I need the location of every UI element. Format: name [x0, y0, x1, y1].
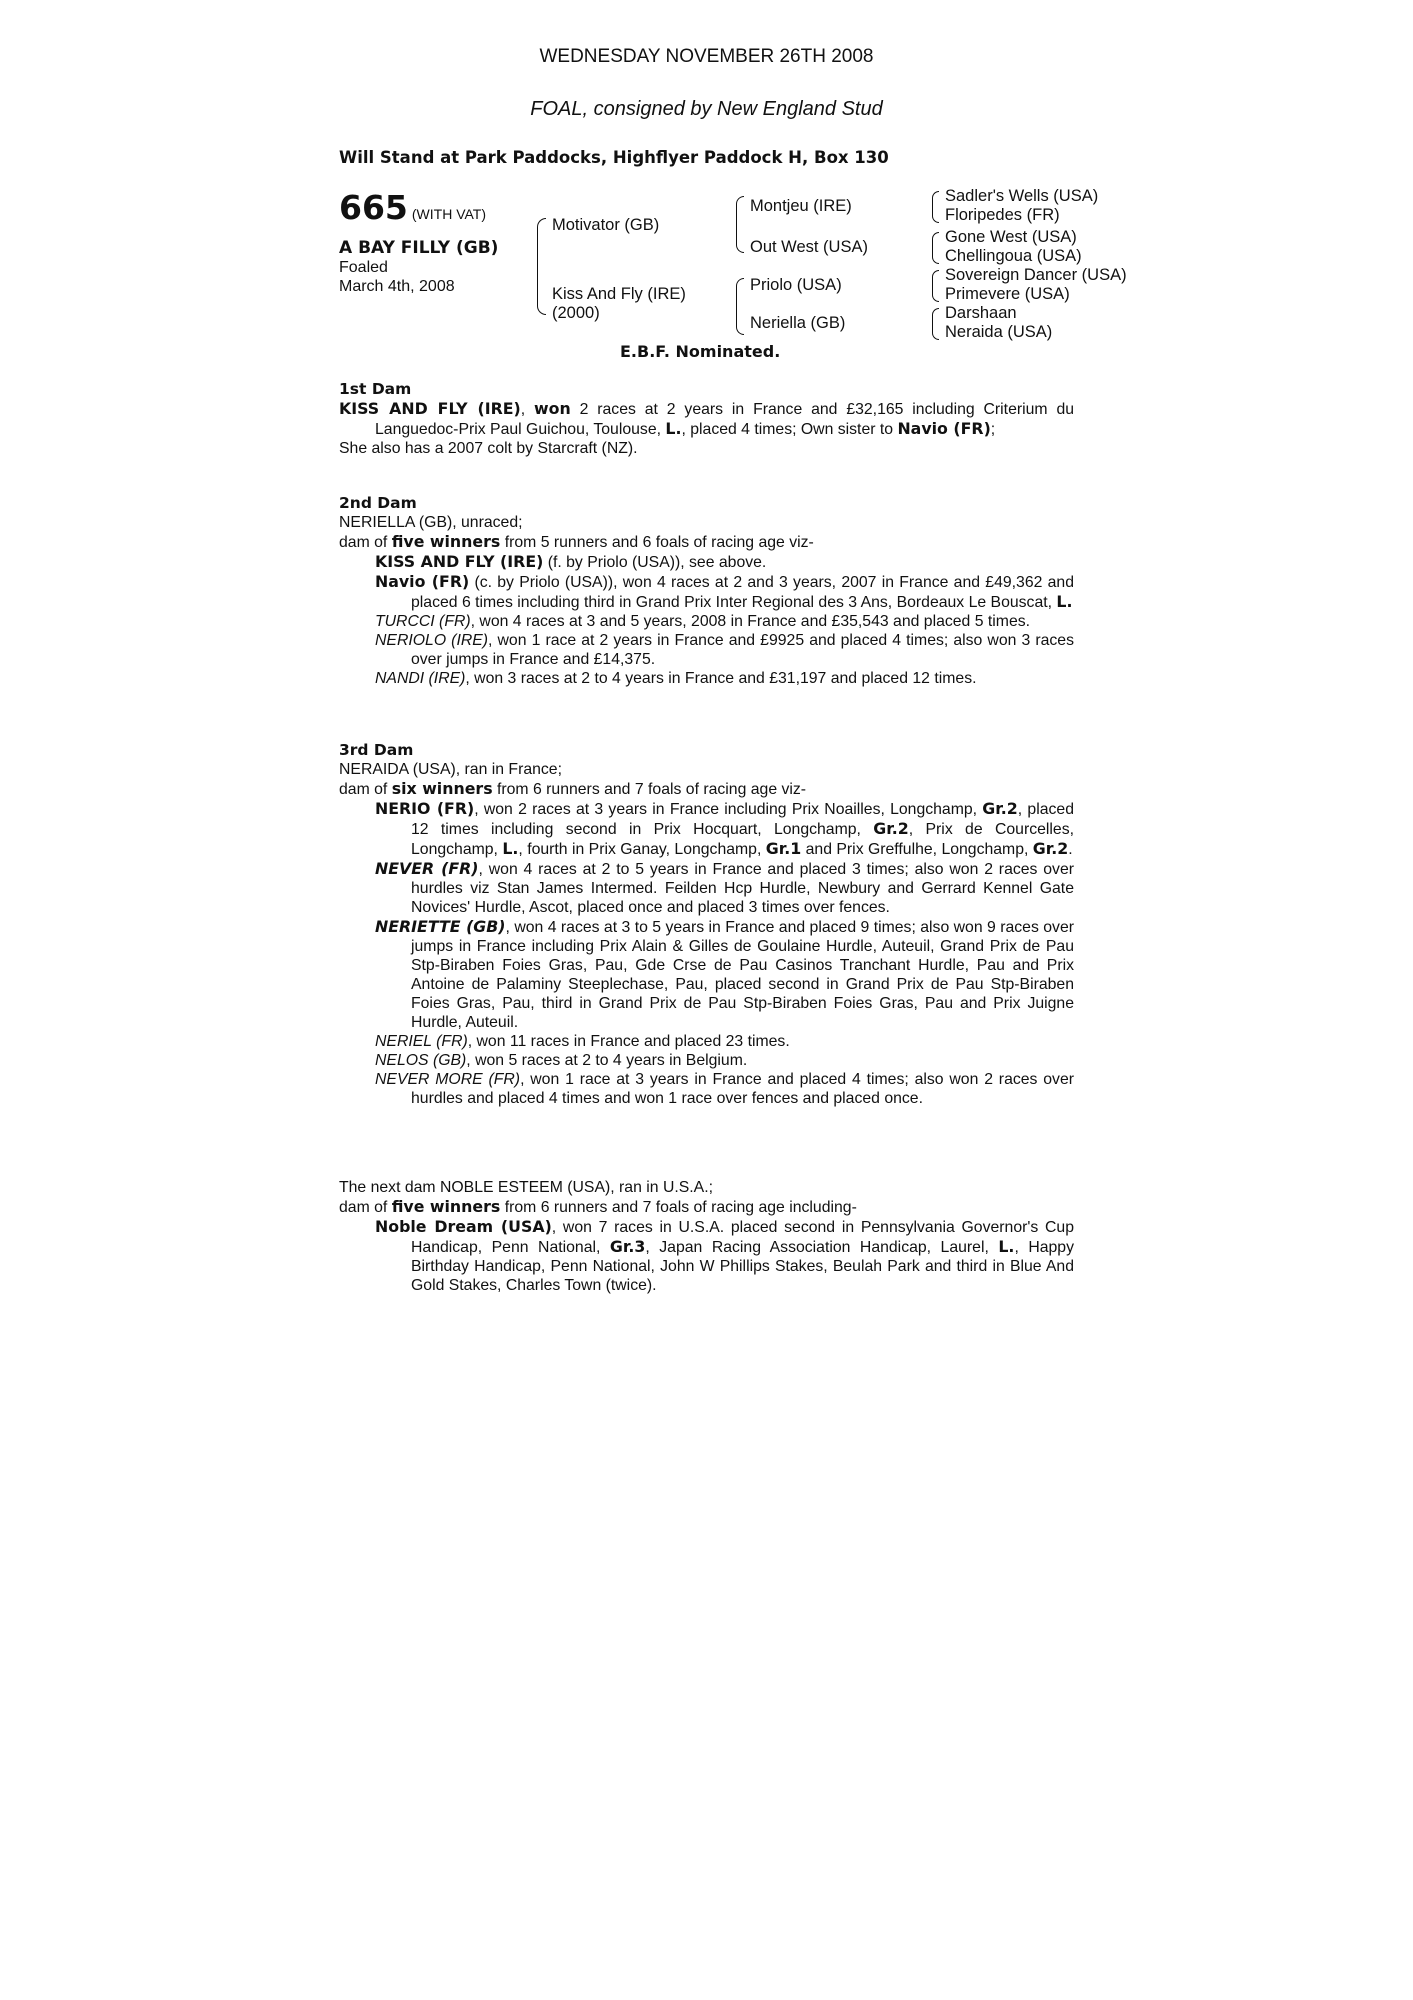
first-dam-text: ;	[990, 421, 996, 438]
first-dam-text: 2 races at 2 years in France and £32,165 including Criterium du Languedoc-Prix Paul Guichou, Toulouse,	[375, 401, 1075, 438]
progeny-entry	[375, 859, 1074, 917]
group-badge: Gr.2	[1032, 839, 1069, 858]
progeny-text: , won 4 races at 3 and 5 years, 2008 in France and £35,543 and placed 5 times.	[470, 613, 1031, 630]
first-dam-paragraph: KISS AND FLY (IRE), won 2 races at 2 years in France and £32,165 including Criterium du Languedoc-Prix Paul Guichou, Toulouse, L., placed 4 times; Own sister to Navio (FR);	[339, 399, 1075, 438]
progeny-name: NERIOLO (IRE)	[375, 632, 489, 649]
pedigree-brace	[537, 218, 546, 315]
dam-of-text: from 5 runners and 6 foals of racing age viz-	[500, 534, 814, 551]
pedigree-dam-name: Kiss And Fly (IRE)	[552, 285, 686, 303]
pedigree-gg-5: Sovereign Dancer (USA)	[945, 266, 1127, 284]
listed-badge: L.	[998, 1237, 1015, 1256]
dam-of-text: dam of	[339, 1199, 392, 1216]
progeny-text: , fourth in Prix Ganay, Longchamp,	[518, 841, 766, 858]
winners-count: six winners	[391, 779, 493, 798]
progeny-entry	[375, 799, 1074, 859]
pedigree-brace	[932, 191, 939, 223]
lot-number-block	[339, 188, 486, 227]
progeny-text: , Japan Racing Association Handicap, Laurel,	[645, 1239, 999, 1256]
progeny-entry	[375, 572, 1074, 612]
pedigree-gg-7: Darshaan	[945, 304, 1017, 322]
second-dam-section	[339, 494, 1074, 688]
progeny-text: , won 4 races at 3 to 5 years in France and placed 9 times; also won 9 races over jumps in France including Prix Alain & Gilles de Goulaine Hurdle, Auteuil, Grand Prix de Pau Stp-Biraben Foies Gras, Pau, Gde Crse de Pau Casinos Tranchant Hurdle, Pau and Prix Antoine de Palaminy Steeplechase, Pau, placed second in Grand Prix de Pau Stp-Biraben Foies Gras, Pau, third in Grand Prix de Pau Stp-Biraben Foies Gras, Pau and Prix Juigne Hurdle, Auteuil.	[411, 919, 1074, 1031]
progeny-entry	[375, 1032, 1074, 1051]
foaled-date: March 4th, 2008	[339, 278, 455, 295]
pedigree-gg-6: Primevere (USA)	[945, 285, 1070, 303]
second-dam-summary	[339, 532, 1074, 552]
progeny-text: (f. by Priolo (USA)), see above.	[543, 554, 767, 571]
progeny-text: , won 1 race at 3 years in France and placed 4 times; also won 2 races over hurdles and placed 4 times and won 1 race over fences and placed once.	[411, 1071, 1074, 1107]
progeny-name: NERIETTE (GB)	[375, 917, 506, 936]
progeny-name: NERIEL (FR)	[375, 1033, 468, 1050]
progeny-name: Navio (FR)	[375, 572, 470, 591]
third-dam-heading: 3rd Dam	[339, 741, 414, 759]
third-dam-summary	[339, 779, 1074, 799]
consignment-line: FOAL, consigned by New England Stud	[530, 98, 883, 120]
progeny-entry	[375, 552, 1074, 572]
pedigree-gg-3: Gone West (USA)	[945, 228, 1077, 246]
first-dam-name: KISS AND FLY (IRE)	[339, 399, 521, 418]
listed-badge: L.	[502, 839, 519, 858]
group-badge: Gr.1	[765, 839, 802, 858]
progeny-text: , won 3 races at 2 to 4 years in France and £31,197 and placed 12 times.	[465, 670, 977, 687]
first-dam-won: won	[534, 399, 571, 418]
group-badge: Gr.2	[873, 819, 909, 838]
dam-of-text: from 6 runners and 7 foals of racing age including-	[500, 1199, 857, 1216]
pedigree-brace	[932, 308, 939, 340]
progeny-text: , won 5 races at 2 to 4 years in Belgium.	[466, 1052, 748, 1069]
progeny-name: NEVER (FR)	[375, 859, 479, 878]
pedigree-gg-4: Chellingoua (USA)	[945, 247, 1082, 265]
next-dam-summary	[339, 1197, 1074, 1217]
progeny-text: , Happy Birthday Handicap, Penn National, John W Phillips Stakes, Beulah Park and third in Blue And Gold Stakes, Charles Town (twice).	[411, 1239, 1074, 1294]
lot-number: 665	[339, 188, 408, 227]
winners-count: five winners	[391, 532, 501, 551]
progeny-entry	[375, 1070, 1074, 1108]
second-dam-heading: 2nd Dam	[339, 494, 417, 512]
progeny-entry	[375, 612, 1074, 631]
pedigree-sire-sire: Montjeu (IRE)	[750, 197, 852, 215]
dam-of-text: dam of	[339, 534, 392, 551]
progeny-entry	[375, 669, 1074, 688]
pedigree-brace	[932, 232, 939, 264]
horse-description: A BAY FILLY (GB)	[339, 238, 499, 258]
progeny-text: (c. by Priolo (USA)), won 4 races at 2 and 3 years, 2007 in France and £49,362 and placed 6 times including third in Grand Prix Inter Regional des 3 Ans, Bordeaux Le Bouscat,	[411, 574, 1075, 611]
pedigree-gg-2: Floripedes (FR)	[945, 206, 1060, 224]
sale-date: WEDNESDAY NOVEMBER 26TH 2008	[539, 46, 874, 67]
progeny-entry	[375, 1051, 1074, 1070]
first-dam-note: She also has a 2007 colt by Starcraft (NZ).	[339, 440, 638, 457]
next-dam-section	[339, 1178, 1074, 1295]
first-dam-text: , placed 4 times; Own sister to	[681, 421, 898, 438]
third-dam-section	[339, 741, 1074, 1108]
progeny-entry	[375, 917, 1074, 1032]
pedigree-brace	[932, 270, 939, 302]
progeny-name: NELOS (GB)	[375, 1052, 467, 1069]
pedigree-dam-year: (2000)	[552, 304, 600, 322]
first-dam-sister: Navio (FR)	[897, 419, 991, 438]
progeny-entry	[375, 1217, 1074, 1295]
pedigree-sire-dam: Out West (USA)	[750, 238, 868, 256]
foaled-label: Foaled	[339, 259, 388, 276]
progeny-name: NANDI (IRE)	[375, 670, 466, 687]
progeny-name: Noble Dream (USA)	[375, 1217, 552, 1236]
progeny-name: TURCCI (FR)	[375, 613, 471, 630]
progeny-text: .	[1068, 841, 1073, 858]
progeny-text: , placed 12 times including second in Prix Hocquart, Longchamp,	[411, 801, 1074, 838]
dam-of-text: dam of	[339, 781, 392, 798]
progeny-text: and Prix Greffulhe, Longchamp,	[801, 841, 1033, 858]
pedigree-gg-1: Sadler's Wells (USA)	[945, 187, 1099, 205]
ebf-nominated: E.B.F. Nominated.	[620, 342, 781, 361]
listed-badge: L.	[665, 419, 682, 438]
pedigree-dam-dam: Neriella (GB)	[750, 314, 846, 332]
stand-location: Will Stand at Park Paddocks, Highflyer Paddock H, Box 130	[339, 148, 889, 167]
progeny-name: NEVER MORE (FR)	[375, 1071, 521, 1088]
pedigree-brace	[736, 196, 744, 253]
pedigree-gg-8: Neraida (USA)	[945, 323, 1053, 341]
progeny-text: , won 2 races at 3 years in France including Prix Noailles, Longchamp,	[474, 801, 983, 818]
progeny-text: , won 1 race at 2 years in France and £9925 and placed 4 times; also won 3 races over jumps in France and £14,375.	[411, 632, 1074, 668]
progeny-name: KISS AND FLY (IRE)	[375, 552, 544, 571]
second-dam-name: NERIELLA (GB), unraced;	[339, 514, 523, 531]
foaled-info	[339, 258, 455, 296]
pedigree-sire: Motivator (GB)	[552, 216, 660, 234]
next-dam-name: The next dam NOBLE ESTEEM (USA), ran in U.S.A.;	[339, 1179, 713, 1196]
listed-badge: L.	[1056, 592, 1073, 611]
group-badge: Gr.3	[609, 1237, 646, 1256]
winners-count: five winners	[391, 1197, 501, 1216]
progeny-text: , won 11 races in France and placed 23 times.	[467, 1033, 790, 1050]
third-dam-name: NERAIDA (USA), ran in France;	[339, 761, 562, 778]
progeny-text: , won 7 races in U.S.A. placed second in Pennsylvania Governor's Cup Handicap, Penn National,	[411, 1219, 1074, 1256]
progeny-text: , won 4 races at 2 to 5 years in France and placed 3 times; also won 2 races over hurdles viz Stan James Intermed. Feilden Hcp Hurdle, Newbury and Gerrard Kennel Gate Novices' Hurdle, Ascot, placed once and placed 3 times over fences.	[411, 861, 1074, 916]
progeny-text: , Prix de Courcelles, Longchamp,	[411, 821, 1074, 858]
first-dam-section	[339, 380, 1074, 458]
progeny-name: NERIO (FR)	[375, 799, 475, 818]
pedigree-dam-sire: Priolo (USA)	[750, 276, 842, 294]
pedigree-dam	[552, 285, 686, 323]
group-badge: Gr.2	[982, 799, 1018, 818]
first-dam-heading: 1st Dam	[339, 380, 412, 398]
progeny-entry	[375, 631, 1074, 669]
vat-note: (WITH VAT)	[411, 206, 487, 222]
pedigree-brace	[736, 278, 744, 335]
dam-of-text: from 6 runners and 7 foals of racing age viz-	[492, 781, 807, 798]
